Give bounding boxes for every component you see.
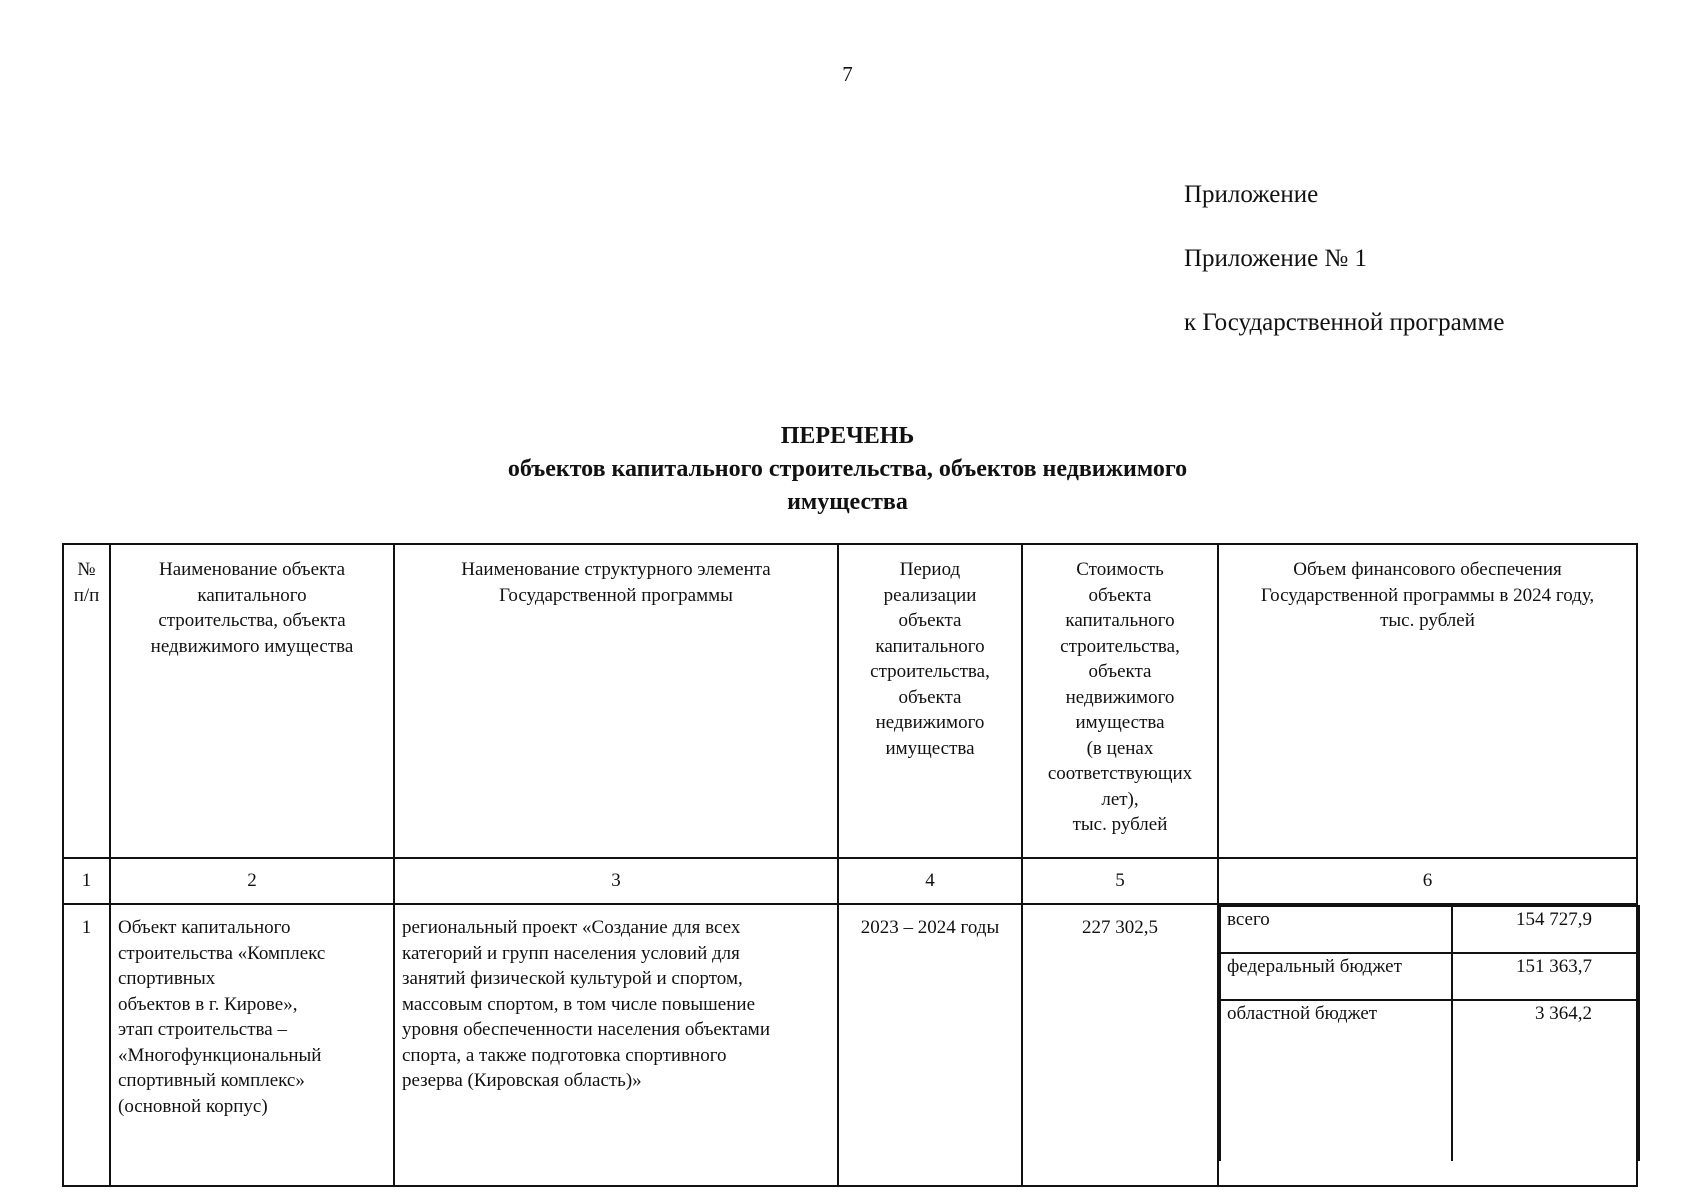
header-text: объекта [1088,584,1152,606]
header-text: недвижимого [875,712,985,733]
header-text: имущества [1075,712,1165,733]
funding-cell [1218,904,1637,1186]
header-text: Период [899,559,961,580]
funding-source: областной бюджет [1220,1000,1452,1161]
column-number: 4 [838,858,1022,904]
header-text: № [77,559,96,580]
cell-text: региональный проект «Создание для всех [402,917,741,938]
cell-text: этап строительства – [118,1019,287,1040]
header-number [63,544,110,858]
header-text: имущества [885,737,975,759]
header-text: капитального [1065,610,1175,631]
header-text: недвижимого имущества [150,635,354,657]
header-text: Стоимость [1076,559,1164,580]
cell-text: «Многофункциональный [118,1044,322,1066]
header-text: тыс. рублей [1380,610,1475,631]
header-text: объекта [898,686,962,708]
funding-row [1220,1000,1639,1161]
appendix-line-2: Приложение № 1 [1184,245,1368,272]
column-number: 6 [1218,858,1637,904]
header-text: Государственной программы в 2024 году, [1260,584,1595,606]
title-sub-line-1: объектов капитального строительства, объектов недвижимого [507,456,1188,482]
header-text: Наименование объекта [158,559,346,580]
cell-text: занятий физической культурой и спортом, [402,968,743,989]
funding-row [1220,953,1639,1000]
cell-text: категорий и групп населения условий для [402,942,740,964]
header-text: (в ценах [1086,737,1154,759]
structural-element-cell [394,904,838,1186]
header-structural-element [394,544,838,858]
header-funding [1218,544,1637,858]
cell-text: спортивный комплекс» [118,1070,305,1091]
object-name-cell [110,904,394,1186]
cell-text: объектов в г. Кирове», [118,993,298,1015]
column-number-row [63,858,1637,904]
header-text: капитального [197,584,307,606]
header-text: соответствующих [1047,763,1193,784]
header-text: строительства, [870,661,990,682]
page-number: 7 [842,62,853,86]
header-text: тыс. рублей [1072,814,1168,835]
appendix-block [1184,182,1504,374]
header-text: Наименование структурного элемента [461,559,771,580]
title-sub-line-2: имущества [787,489,908,515]
column-number: 3 [394,858,838,904]
period-cell: 2023 – 2024 годы [838,904,1022,1186]
funding-table [1219,905,1640,1161]
cell-text: (основной корпус) [118,1095,268,1117]
appendix-line-1: Приложение [1184,181,1319,208]
funding-source: всего [1220,906,1452,953]
cell-text: массовым спортом, в том числе повышение [402,993,756,1015]
funding-row [1220,906,1639,953]
header-text: объекта [1088,661,1152,682]
header-text: капитального [875,635,985,657]
funding-amount: 3 364,2 [1452,1000,1639,1161]
header-text: объекта [898,610,962,631]
objects-table [62,543,1638,1187]
table-header-row [63,544,1637,858]
header-period [838,544,1022,858]
row-number: 1 [63,904,110,1186]
column-number: 2 [110,858,394,904]
funding-amount: 151 363,7 [1452,953,1639,1000]
cell-text: спорта, а также подготовка спортивного [402,1044,727,1066]
title-main: ПЕРЕЧЕНЬ [780,423,915,449]
header-text: строительства, [1060,635,1180,657]
header-text: недвижимого [1065,686,1175,708]
cell-text: спортивных [118,968,216,989]
cell-text: уровня обеспеченности населения объектами [402,1019,770,1040]
header-cost [1022,544,1218,858]
header-text: лет), [1101,788,1139,810]
column-number: 1 [63,858,110,904]
header-text: Объем финансового обеспечения [1293,559,1562,580]
cost-cell: 227 302,5 [1022,904,1218,1186]
column-number: 5 [1022,858,1218,904]
document-title [0,420,1695,519]
header-text: реализации [883,584,977,606]
cell-text: строительства «Комплекс [118,942,326,964]
header-text: строительства, объекта [158,610,346,631]
funding-amount: 154 727,9 [1452,906,1639,953]
header-text: п/п [73,584,100,606]
cell-text: Объект капитального [118,917,291,938]
appendix-line-3: к Государственной программе [1184,309,1505,336]
header-object-name [110,544,394,858]
header-text: Государственной программы [499,584,733,606]
cell-text: резерва (Кировская область)» [402,1070,642,1091]
funding-source: федеральный бюджет [1220,953,1452,1000]
table-row [63,904,1637,1186]
